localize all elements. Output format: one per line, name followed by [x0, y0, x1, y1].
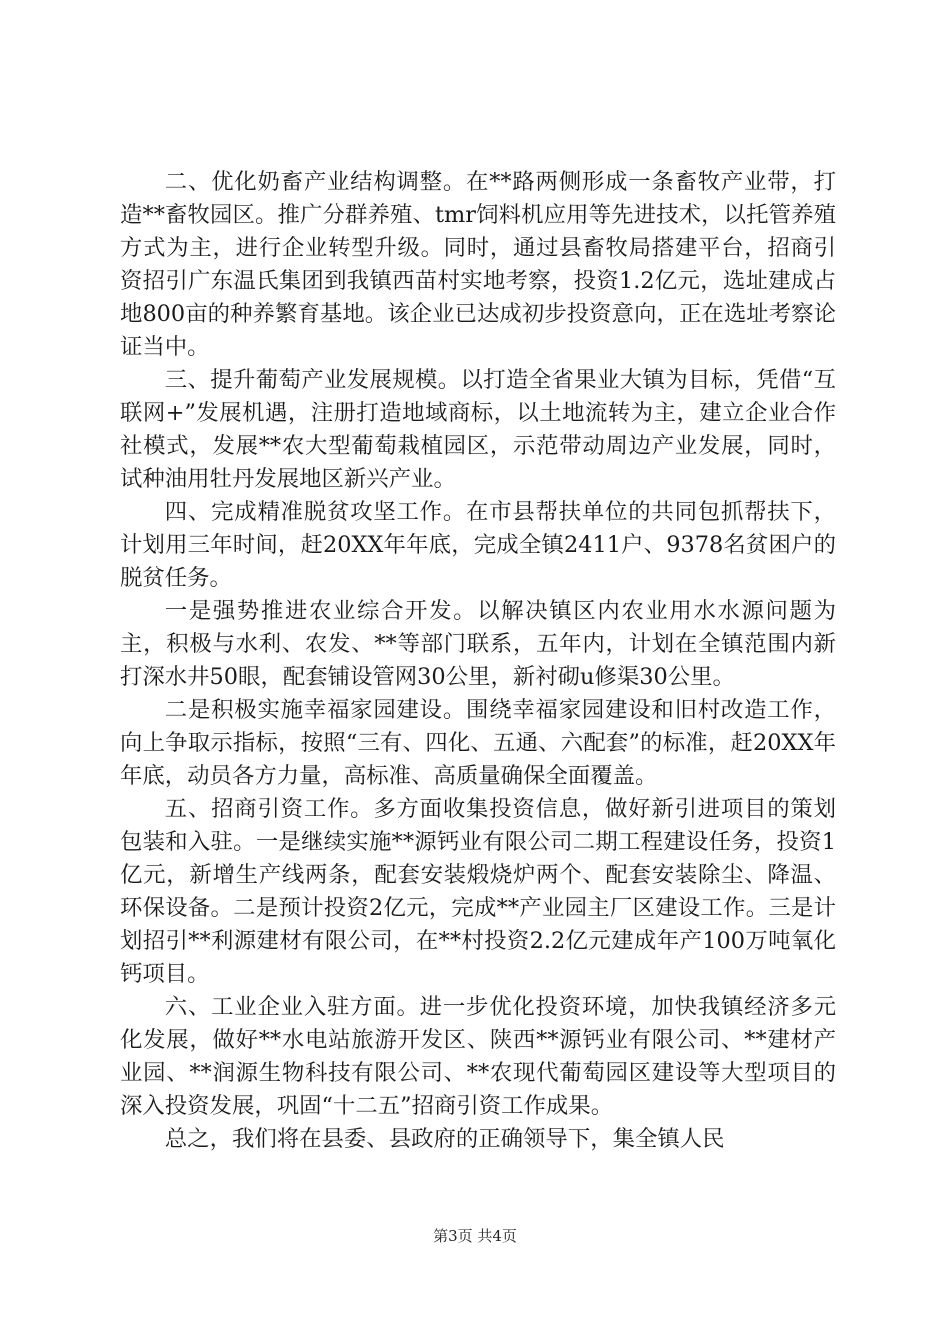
- document-body: [120, 166, 836, 1156]
- paragraph-poverty-alleviation: 四、完成精准脱贫攻坚工作。在市县帮扶单位的共同包抓帮扶下，计划用三年时间，赶20XX年年底，完成全镇2411户、9378名贫困户的脱贫任务。: [120, 499, 836, 591]
- paragraph-industrial-enterprises: 六、工业企业入驻方面。进一步优化投资环境，加快我镇经济多元化发展，做好**水电站旅游开发区、陕西**源钙业有限公司、**建材产业园、**润源生物科技有限公司、**农现代葡萄园区建设等大型项目的深入投资发展，巩固“十二五”招商引资工作成果。: [120, 994, 836, 1119]
- paragraph-conclusion: 总之，我们将在县委、县政府的正确领导下，集全镇人民: [164, 1126, 725, 1152]
- paragraph-happy-home: 二是积极实施幸福家园建设。围绕幸福家园建设和旧村改造工作，向上争取示指标，按照“三有、四化、五通、六配套”的标准，赶20XX年年底，动员各方力量，高标准、高质量确保全面覆盖。: [120, 697, 836, 789]
- paragraph-dairy-industry: 二、优化奶畜产业结构调整。在**路两侧形成一条畜牧产业带，打造**畜牧园区。推广分群养殖、tmr饲料机应用等先进技术，以托管养殖方式为主，进行企业转型升级。同时，通过县畜牧局搭建平台，招商引资招引广东温氏集团到我镇西苗村实地考察，投资1.2亿元，选址建成占地800亩的种养繁育基地。该企业已达成初步投资意向，正在选址考察论证当中。: [120, 169, 836, 360]
- paragraph-agricultural-development: 一是强势推进农业综合开发。以解决镇区内农业用水水源问题为主，积极与水利、农发、**等部门联系，五年内，计划在全镇范围内新打深水井50眼，配套铺设管网30公里，新衬砌u修渠30公里。: [120, 598, 836, 690]
- paragraph-grape-industry: 三、提升葡萄产业发展规模。以打造全省果业大镇为目标，凭借“互联网+”发展机遇，注册打造地域商标，以土地流转为主，建立企业合作社模式，发展**农大型葡萄栽植园区，示范带动周边产业发展，同时，试种油用牡丹发展地区新兴产业。: [120, 367, 836, 492]
- page-number-footer: 第3页 共4页: [433, 1227, 517, 1245]
- paragraph-investment-attraction: 五、招商引资工作。多方面收集投资信息，做好新引进项目的策划包装和入驻。一是继续实施**源钙业有限公司二期工程建设任务，投资1亿元，新增生产线两条，配套安装煅烧炉两个、配套安装除尘、降温、环保设备。二是预计投资2亿元，完成**产业园主厂区建设工作。三是计划招引**利源建材有限公司，在**村投资2.2亿元建成年产100万吨氧化钙项目。: [120, 796, 836, 987]
